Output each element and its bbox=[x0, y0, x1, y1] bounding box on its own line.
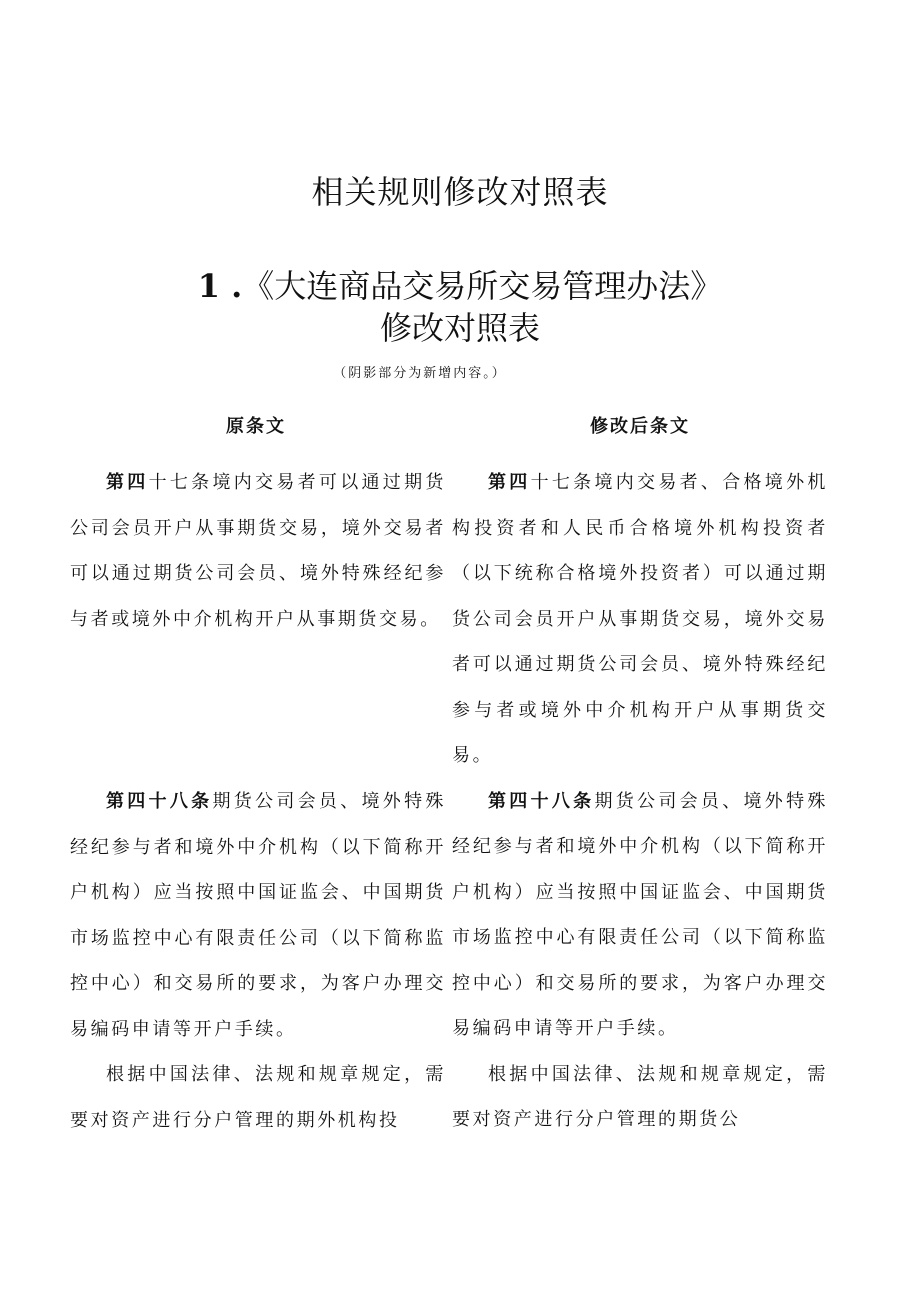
article-text: 十七条境内交易者可以通过期货公司会员开户从事期货交易，境外交易者可以通过期货公司会员、境外特殊经纪参与者或境外中介机构开户从事期货交易。 bbox=[70, 472, 446, 630]
original-article-48 bbox=[70, 779, 446, 1052]
subtitle-rule-name: 《大连商品交易所交易管理办法》 bbox=[242, 267, 723, 305]
shading-note: （阴影部分为新增内容。） bbox=[333, 366, 507, 381]
article-text: 期货公司会员、境外特殊经纪参与者和境外中介机构（以下简称开户机构）应当按照中国证监会、中国期货市场监控中心有限责任公司（以下简称监控中心）和交易所的要求，为客户办理交易编码申请等开户手续。 bbox=[70, 791, 446, 1040]
document-title: 相关规则修改对照表 bbox=[311, 173, 609, 211]
revised-column-header: 修改后条文 bbox=[590, 416, 690, 437]
article-number: 第四 bbox=[488, 472, 531, 493]
subtitle-number: 1 . bbox=[197, 267, 243, 305]
article-number: 第四十八条 bbox=[488, 790, 595, 812]
revised-article-48 bbox=[452, 779, 828, 1052]
column-spacer bbox=[70, 642, 446, 779]
revised-article-47 bbox=[452, 460, 828, 779]
original-article-47 bbox=[70, 460, 446, 642]
revised-article-48-paragraph-2 bbox=[452, 1052, 828, 1143]
article-text: 根据中国法律、法规和规章规定，需要对资产进行分户管理的期货公 bbox=[452, 1063, 828, 1130]
article-number: 第四 bbox=[106, 472, 149, 493]
revised-text-column bbox=[452, 460, 828, 1143]
article-text: 期货公司会员、境外特殊经纪参与者和境外中介机构（以下简称开户机构）应当按照中国证监会、中国期货市场监控中心有限责任公司（以下简称监控中心）和交易所的要求，为客户办理交易编码申请等开户手续。 bbox=[452, 790, 828, 1039]
subtitle-line-1 bbox=[0, 264, 920, 308]
original-text-column bbox=[70, 460, 446, 1143]
article-text: 十七条境内交易者、合格境外机构投资者和人民币合格境外机构投资者（以下统称合格境外投资者）可以通过期货公司会员开户从事期货交易，境外交易者可以通过期货公司会员、境外特殊经纪参与者或境外中介机构开户从事期货交易。 bbox=[452, 472, 828, 766]
article-text: 根据中国法律、法规和规章规定，需要对资产进行分户管理的期外机构投 bbox=[70, 1064, 446, 1131]
subtitle-line-2: 修改对照表 bbox=[379, 309, 540, 347]
original-article-48-paragraph-2 bbox=[70, 1052, 446, 1143]
article-number: 第四十八条 bbox=[106, 791, 213, 812]
original-column-header: 原条文 bbox=[226, 416, 286, 437]
